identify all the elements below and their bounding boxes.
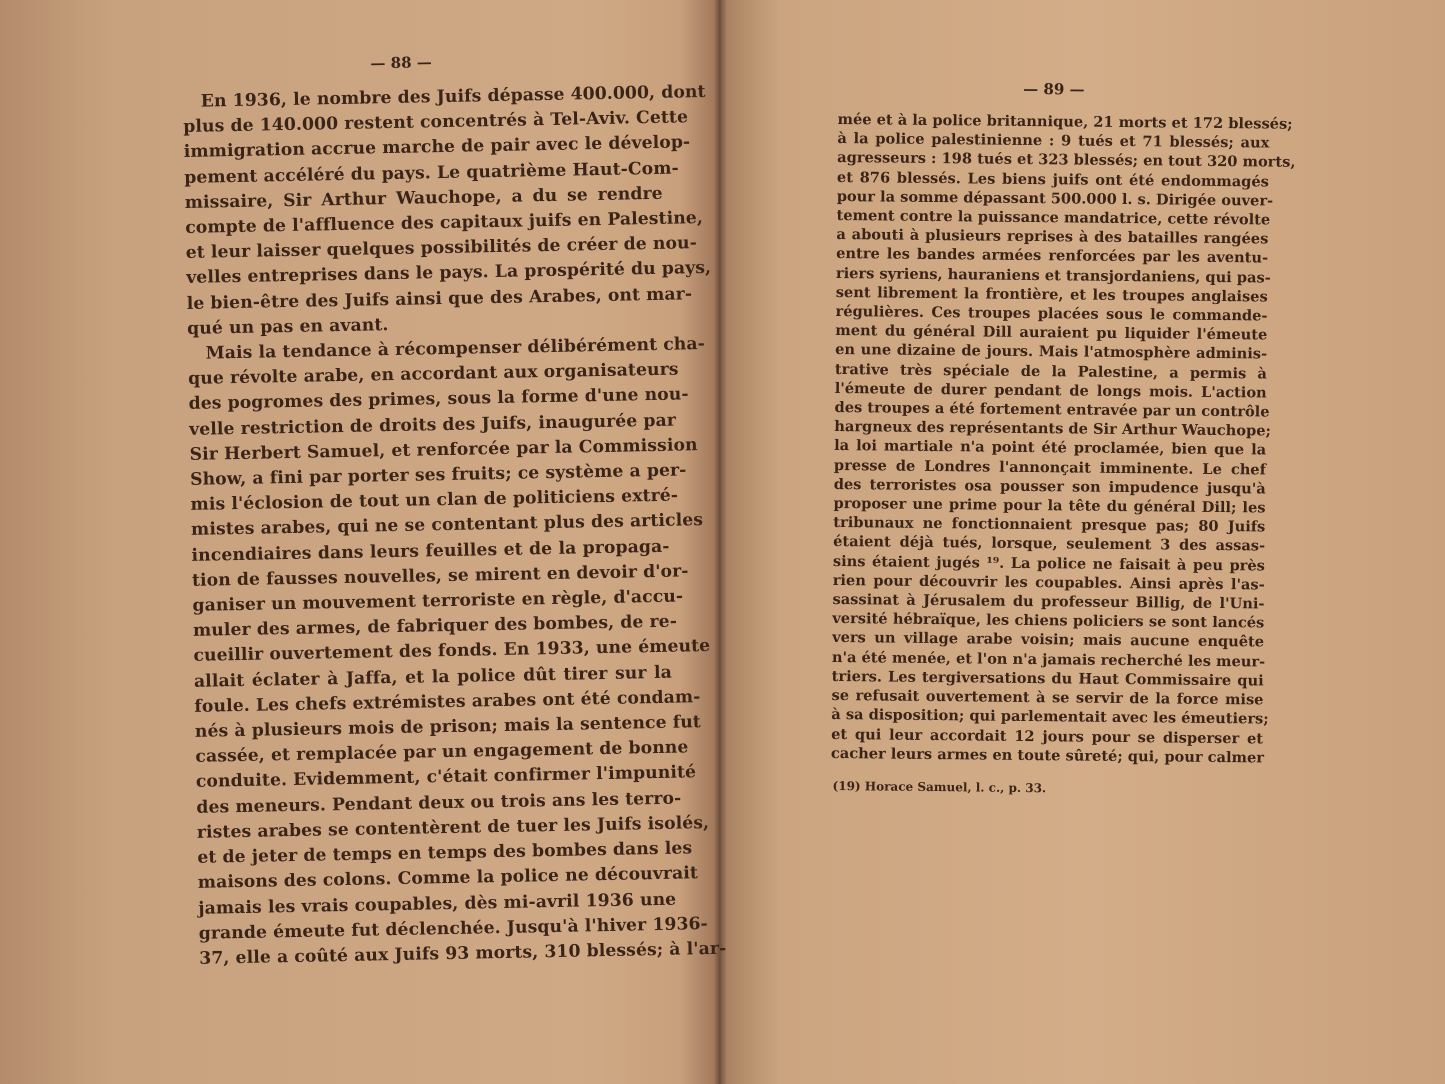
text-line: grande émeute fut déclenchée. Jusqu'à l'hiver 1936- xyxy=(198,913,709,944)
text-line: mée et à la police britannique, 21 morts et 172 blessés; xyxy=(837,110,1293,133)
text-line: en une dizaine de jours. Mais l'atmosphère adminis- xyxy=(835,341,1268,363)
text-line: conduite. Evidemment, c'était confirmer l'impunité xyxy=(195,762,697,793)
text-line: plus de 140.000 restent concentrés à Tel-Aviv. Cette xyxy=(183,107,689,138)
text-line: versité hébraïque, les chiens policiers se sont lancés xyxy=(832,610,1265,632)
text-line: agresseurs : 198 tués et 323 blessés; en tout 320 morts, xyxy=(837,149,1296,172)
text-line: l'émeute de durer pendant de longs mois. L'action xyxy=(834,379,1267,402)
text-line: a abouti à plusieurs reprises à des batailles rangées xyxy=(836,226,1269,248)
right-page xyxy=(830,78,1296,797)
page-text xyxy=(183,81,727,972)
left-page xyxy=(182,49,727,972)
text-line: velles entreprises dans le pays. La prospérité du pays, xyxy=(186,258,712,289)
text-line: ment du général Dill auraient pu liquider l'émeute xyxy=(835,322,1268,344)
text-line: ganiser un mouvement terroriste en règle, d'accu- xyxy=(192,586,684,616)
footnote: (19) Horace Samuel, l. c., p. 33. xyxy=(832,778,1047,796)
text-line: trative très spéciale de la Palestine, a permis à xyxy=(834,360,1268,383)
text-line: tribunaux ne fonctionnaient presque pas; 80 Juifs xyxy=(833,514,1266,536)
text-line: sent librement la frontière, et les troupes anglaises xyxy=(835,283,1268,306)
text-line: Show, a fini par porter ses fruits; ce système a per- xyxy=(189,460,687,490)
page-number: — 89 — xyxy=(1023,79,1085,99)
text-line: des terroristes osa pousser son impudence jusqu'à xyxy=(833,475,1266,498)
text-line: à sa disposition; qui parlementait avec les émeutiers; xyxy=(831,706,1269,728)
text-line: à la police palestinienne : 9 tués et 71 blessés; aux xyxy=(837,130,1270,152)
text-line: compte de l'affluence des capitaux juifs en Palestine, xyxy=(185,208,704,238)
text-line: presse de Londres l'annonçait imminente. Le chef xyxy=(833,456,1267,479)
text-line: cassée, et remplacée par un engagement de bonne xyxy=(195,737,689,768)
text-line: 37, elle a coûté aux Juifs 93 morts, 310 blessés; à l'ar- xyxy=(199,938,727,969)
text-line: maisons des colons. Comme la police ne découvrait xyxy=(197,863,699,894)
text-line: n'a été menée, et l'on n'a jamais recherché les meur- xyxy=(831,648,1266,671)
text-line: foule. Les chefs extrémistes arabes ont été condam- xyxy=(194,687,701,717)
text-line: ristes arabes se contentèrent de tuer les Juifs isolés, xyxy=(196,812,710,843)
text-line: des meneurs. Pendant deux ou trois ans les terro- xyxy=(196,788,682,818)
text-line: nés à plusieurs mois de prison; mais la sentence fut xyxy=(194,712,702,742)
text-line: étaient déjà tués, lorsque, seulement 3 des assas- xyxy=(833,533,1266,555)
text-line: la loi martiale n'a point été proclamée, bien que la xyxy=(834,437,1267,459)
text-line: proposer une prime pour la tête du général Dill; les xyxy=(833,495,1266,517)
text-line: Sir Herbert Samuel, et renforcée par la Commission xyxy=(189,435,698,465)
text-line: et 876 blessés. Les biens juifs ont été endommagés xyxy=(836,168,1270,191)
text-line: velle restriction de droits des Juifs, inaugurée par xyxy=(188,410,677,440)
text-line: jamais les vrais coupables, dès mi-avril 1936 une xyxy=(198,889,677,919)
text-line: vers un village arabe voisin; mais aucune enquête xyxy=(832,629,1265,651)
text-line: muler des armes, de fabriquer des bombes, de re- xyxy=(192,611,678,642)
text-line: sins étaient jugés ¹⁹. La police ne faisait à peu près xyxy=(832,552,1266,575)
text-line: pement accéléré du pays. Le quatrième Haut-Com- xyxy=(184,158,679,188)
page-number: — 88 — xyxy=(370,53,432,73)
text-line: rien pour découvrir les coupables. Ainsi après l'as- xyxy=(832,571,1265,594)
text-line: mistes arabes, qui ne se contentant plus des articles xyxy=(190,510,704,541)
text-line: mis l'éclosion de tout un clan de politiciens extré- xyxy=(190,485,679,516)
text-line: qué un pas en avant. xyxy=(187,314,389,339)
text-line: des troupes a été fortement entravée par un contrôle xyxy=(834,399,1270,421)
text-line: triers. Les tergiversations du Haut Commissaire qui xyxy=(831,667,1264,690)
text-line: que révolte arabe, en accordant aux organisateurs xyxy=(187,359,679,390)
text-line: cueillir ouvertement des fonds. En 1933, une émeute xyxy=(193,636,711,667)
text-line: tement contre la puissance mandatrice, cette révolte xyxy=(836,207,1271,229)
text-line: pour la somme dépassant 500.000 l. s. Dirigée ouver- xyxy=(836,187,1274,210)
text-line: et qui leur accordait 12 jours pour se disperser et xyxy=(831,725,1264,747)
text-line: sassinat à Jérusalem du professeur Billig, de l'Uni- xyxy=(832,591,1265,613)
text-line: et de jeter de temps en temps des bombes dans les xyxy=(197,838,693,868)
text-line: entre les bandes armées renforcées par les aventu- xyxy=(836,245,1269,267)
page-text xyxy=(830,110,1296,767)
text-line: immigration accrue marche de pair avec le dévelop- xyxy=(183,132,691,163)
text-line: Mais la tendance à récompenser délibérément cha- xyxy=(205,334,706,364)
text-line: et leur laisser quelques possibilités de créer de nou- xyxy=(185,233,698,264)
text-line: incendiaires dans leurs feuilles et de la propaga- xyxy=(191,536,670,566)
text-line: régulières. Ces troupes placées sous le commande- xyxy=(835,303,1268,325)
text-line: cacher leurs armes en toute sûreté; qui, pour calmer xyxy=(830,744,1265,767)
text-line: riers syriens, hauraniens et transjordaniens, qui pas- xyxy=(835,264,1271,287)
text-line: se refusait ouvertement à se servir de la force mise xyxy=(831,687,1264,709)
text-line: le bien-être des Juifs ainsi que des Arabes, ont mar- xyxy=(186,283,693,314)
text-line: En 1936, le nombre des Juifs dépasse 400.000, dont xyxy=(200,81,706,112)
text-line: tion de fausses nouvelles, se mirent en devoir d'or- xyxy=(191,561,689,591)
text-line: allait éclater à Jaffa, et la police dût tirer sur la xyxy=(193,662,673,692)
text-line: hargneux des représentants de Sir Arthur Wauchope; xyxy=(834,418,1272,440)
text-line: missaire, Sir Arthur Wauchope, a du se rendre xyxy=(184,183,663,213)
text-line: des pogromes des primes, sous la forme d'une nou- xyxy=(188,384,689,415)
